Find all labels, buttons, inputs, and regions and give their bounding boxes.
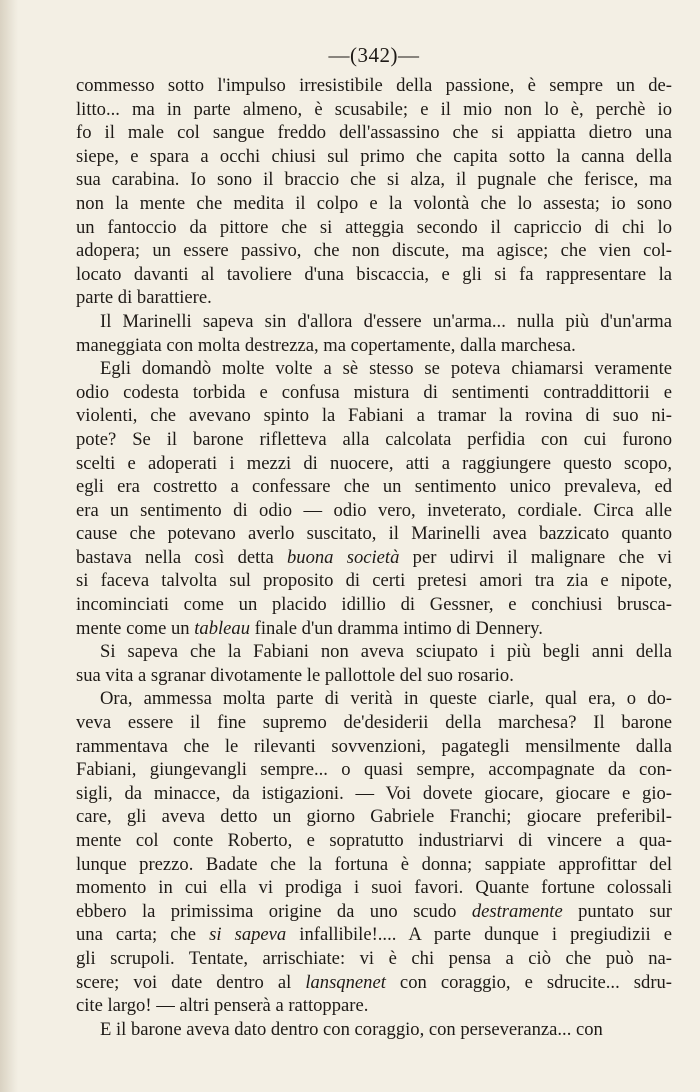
text-line: commesso sotto l'impulso irresistibile della passione, è sempre un de- — [76, 75, 672, 96]
text-line: fo il male col sangue freddo dell'assassino che si appiatta dietro una — [76, 122, 672, 144]
page-number: —(342)— — [328, 43, 420, 67]
text-line: siepe, e spara a occhi chiusi sul primo che capita sotto la canna della — [76, 145, 672, 167]
text-line: ebbero la primissima origine da uno scudo destramente puntato sur — [76, 900, 672, 922]
text-line: cite largo! — altri penserà a rattoppare. — [76, 995, 369, 1017]
text-line: E il barone aveva dato dentro con coraggio, con perseveranza... con — [100, 1018, 603, 1040]
text-line: mente col conte Roberto, e sopratutto industriarvi di vincere a qua- — [76, 830, 672, 851]
text-line: scelti e adoperati i mezzi di nuocere, atti a raggiungere questo scopo, — [76, 452, 672, 474]
text-line: sigli, da minacce, da istigazioni. — Voi dovete giocare, giocare e gio- — [76, 782, 672, 804]
text-line: non la mente che medita il colpo e la volontà che lo assesta; io sono — [76, 192, 672, 214]
text-line: litto... ma in parte almeno, è scusabile; e il mio non lo è, perchè io — [76, 98, 672, 120]
text-line: pote? Se il barone rifletteva alla calcolata perfidia con cui furono — [76, 428, 672, 450]
text-line: veva essere il fine supremo de'desiderii della marchesa? Il barone — [76, 712, 672, 734]
text-line: si faceva talvolta sul proposito di certi pretesi amori tra zia e nipote, — [76, 570, 672, 592]
text-line: rammentava che le rilevanti sovvenzioni, pagategli mensilmente dalla — [76, 735, 672, 757]
body-text — [76, 74, 672, 1041]
paragraph — [76, 687, 672, 1017]
text-line: parte di barattiere. — [76, 287, 212, 309]
text-line: lunque prezzo. Badate che la fortuna è donna; sappiate approfittar del — [76, 853, 672, 875]
paragraph — [76, 1018, 672, 1042]
text-line: gli scrupoli. Tentate, arrischiate: vi è chi pensa a ciò che può na- — [76, 947, 672, 969]
text-line: Ora, ammessa molta parte di verità in queste ciarle, qual era, o do- — [100, 688, 672, 710]
text-line: un fantoccio da pittore che si atteggia secondo il capriccio di chi lo — [76, 216, 672, 238]
text-line: violenti, che avevano spinto la Fabiani a tramar la rovina di suo ni- — [76, 405, 672, 427]
paragraph — [76, 640, 672, 687]
text-line: care, gli aveva detto un giorno Gabriele Franchi; giocare preferibil- — [76, 806, 672, 828]
text-line: era un sentimento di odio — odio vero, inveterato, cordiale. Circa alle — [76, 499, 672, 521]
text-line: incominciati come un placido idillio di Gessner, e conchiusi brusca- — [76, 594, 672, 616]
text-line: bastava nella così detta buona società per udirvi il malignare che vi — [76, 546, 672, 568]
text-line: egli era costretto a confessare che un sentimento unico prevaleva, ed — [76, 476, 672, 498]
paragraph — [76, 357, 672, 640]
text-line: Egli domandò molte volte a sè stesso se poteva chiamarsi veramente — [100, 358, 672, 380]
page-gutter-shadow — [0, 0, 18, 1092]
text-line: Fabiani, giungevangli sempre... o quasi sempre, accompagnate da con- — [76, 759, 672, 781]
paragraph — [76, 74, 672, 310]
text-line: Si sapeva che la Fabiani non aveva sciupato i più begli anni della — [100, 641, 672, 663]
text-line: scere; voi date dentro al lansqnenet con coraggio, e sdrucite... sdru- — [76, 971, 672, 993]
text-line: maneggiata con molta destrezza, ma copertamente, dalla marchesa. — [76, 334, 576, 356]
text-line: cause che potevano averlo suscitato, il Marinelli avea bazzicato quanto — [76, 523, 672, 545]
text-line: odio codesta torbida e confusa mistura di sentimenti contraddittorii e — [76, 381, 672, 403]
text-line: una carta; che si sapeva infallibile!.... A parte dunque i pregiudizii e — [76, 924, 672, 946]
text-line: sua carabina. Io sono il braccio che si alza, il pugnale che ferisce, ma — [76, 169, 672, 191]
text-line: locato davanti al tavoliere d'una biscaccia, e gli si fa rappresentare la — [76, 263, 672, 285]
paragraph — [76, 310, 672, 357]
text-line: sua vita a sgranar divotamente le pallottole del suo rosario. — [76, 664, 514, 686]
text-line: momento in cui ella vi prodiga i suoi favori. Quante fortune colossali — [76, 877, 672, 899]
text-line: Il Marinelli sapeva sin d'allora d'essere un'arma... nulla più d'un'arma — [100, 310, 672, 332]
text-line: mente come un tableau finale d'un dramma intimo di Dennery. — [76, 617, 543, 639]
text-line: adopera; un essere passivo, che non discute, ma agisce; che vien col- — [76, 240, 672, 262]
